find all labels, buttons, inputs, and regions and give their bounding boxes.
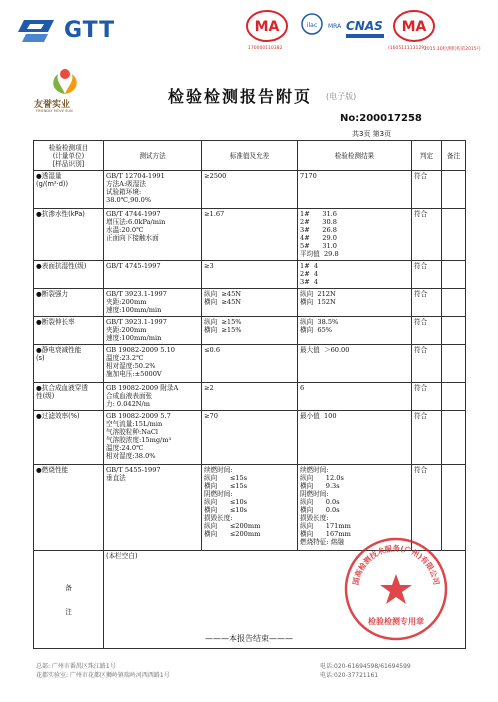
row-standard: 纵向 ≥15% 横向 ≥15% — [202, 317, 298, 345]
row-standard: ≥2 — [202, 383, 298, 411]
row-method: GB 19082-2009 附录A 合成血液表面张 力: 0.042N/m — [104, 383, 202, 411]
row-item: ●断裂伸长率 — [34, 317, 104, 345]
row-verdict: 符合 — [412, 317, 442, 345]
row-method: GB/T 4744-1997 增压法:6.0kPa/min 水温:20.0℃ 正面向下接触水面 — [104, 209, 202, 261]
row-standard: ≥70 — [202, 411, 298, 465]
table-row — [34, 261, 466, 289]
row-note — [442, 261, 466, 289]
row-item: ●透湿量 (g/(m²·d)) — [34, 171, 104, 209]
row-method: GB/T 3923.1-1997 夹距:200mm 速度:100mm/min — [104, 317, 202, 345]
table-row — [34, 383, 466, 411]
footer-fax: 电话:020-37721161 — [320, 672, 379, 679]
row-result: 6 — [298, 383, 412, 411]
table-row — [34, 317, 466, 345]
row-note — [442, 209, 466, 261]
row-verdict: 符合 — [412, 411, 442, 465]
row-note — [442, 171, 466, 209]
ilac-cnas-mark-icon — [300, 8, 388, 44]
footer-right — [320, 662, 411, 680]
row-verdict: 符合 — [412, 171, 442, 209]
page-subtitle: (电子版) — [326, 92, 357, 101]
report-header — [0, 0, 498, 58]
page-title: 检验检测报告附页 — [168, 87, 313, 106]
row-item: ●抗合成血液穿透 性(级) — [34, 383, 104, 411]
header-standard: 标准值及允差 — [202, 141, 298, 171]
footer-hq: 总部: 广州市番禺区珠江路1号 — [36, 663, 116, 670]
company-logo-text: GTT — [64, 18, 116, 43]
footer-left — [36, 662, 170, 680]
brand-logo-icon — [44, 66, 86, 96]
header-note: 备注 — [442, 141, 466, 171]
header-verdict: 判定 — [412, 141, 442, 171]
brand-en: FRIENDLY MOVE SUN — [36, 109, 73, 113]
row-note — [442, 289, 466, 317]
svg-text:MRA: MRA — [328, 23, 342, 30]
gtt-logo-icon — [18, 18, 56, 44]
row-method: GB/T 4745-1997 — [104, 261, 202, 289]
row-method: GB 19082-2009 5.7 空气流量:15L/min 气溶胶粒种:NaCl 气溶胶浓度:15mg/m³ 温度:24.0℃ 相对湿度:38.0% — [104, 411, 202, 465]
svg-text:国高检测技术服务(广州)有限公司: 国高检测技术服务(广州)有限公司 — [351, 543, 441, 586]
row-standard: ≥1.67 — [202, 209, 298, 261]
header-result: 检验检测结果 — [298, 141, 412, 171]
row-method: GB/T 3923.1-1997 夹距:200mm 速度:100mm/min — [104, 289, 202, 317]
brand-name: 友誉实业 — [34, 100, 71, 110]
remark-label: 备 注 — [34, 551, 104, 649]
cert-number-1: 170000110382 — [248, 46, 283, 51]
row-standard: 纵向 ≥45N 横向 ≥45N — [202, 289, 298, 317]
row-result: 1# 4 2# 4 3# 4 — [298, 261, 412, 289]
row-note — [442, 317, 466, 345]
row-item: ●抗渗水性(kPa) — [34, 209, 104, 261]
row-verdict: 符合 — [412, 261, 442, 289]
row-verdict: 符合 — [412, 345, 442, 383]
row-note — [442, 345, 466, 383]
row-result: 1# 31.6 2# 30.8 3# 26.8 4# 29.0 5# 31.0 平均值 29.8 — [298, 209, 412, 261]
row-item: ●过滤效率(%) — [34, 411, 104, 465]
row-note — [442, 411, 466, 465]
row-standard: ≤0.6 — [202, 345, 298, 383]
report-end: ———本报告结束——— — [205, 634, 293, 643]
row-method: GB/T 5455-1997 垂直法 — [104, 465, 202, 551]
table-row — [34, 289, 466, 317]
cma-mark-icon-2 — [392, 8, 436, 44]
row-result: 纵向 212N 横向 152N — [298, 289, 412, 317]
row-standard: ≥3 — [202, 261, 298, 289]
remark-text: (本栏空白) — [104, 551, 466, 649]
row-item: ●断裂强力 — [34, 289, 104, 317]
table-row — [34, 209, 466, 261]
svg-text:MA: MA — [254, 19, 280, 35]
row-result: 7170 — [298, 171, 412, 209]
cma-mark-icon — [245, 8, 289, 44]
row-verdict: 符合 — [412, 465, 442, 551]
row-verdict: 符合 — [412, 289, 442, 317]
footer-lab: 花都实验室: 广州市花都区狮岭镇瑞岭河西西路1号 — [36, 672, 170, 679]
row-verdict: 符合 — [412, 209, 442, 261]
table-row — [34, 171, 466, 209]
header-method: 测试方法 — [104, 141, 202, 171]
header-item: 检验检测项目 (计量单位) [样品识别] — [34, 141, 104, 171]
row-verdict: 符合 — [412, 383, 442, 411]
table-row — [34, 411, 466, 465]
row-method: GB 19082-2009 5.10 温度:23.2℃ 相对湿度:50.2% 施加电压:±5000V — [104, 345, 202, 383]
cert-number-3: 2015.10检测机构第2015号 — [424, 47, 482, 52]
svg-text:MA: MA — [401, 19, 427, 35]
footer-tel: 电话:020-61694598/61694599 — [320, 663, 411, 670]
page-info: 共3页 第3页 — [352, 130, 392, 138]
row-result: 续燃时间: 纵向 12.0s 横向 9.3s 阴燃时间: 纵向 0.0s 横向 0.0s 损毁长度: 纵向 171mm 横向 167mm 燃烧特征: 熔融 — [298, 465, 412, 551]
report-number: No:200017258 — [340, 113, 422, 124]
cert-number-2: (160511113129) — [388, 46, 426, 51]
row-method: GB/T 12704-1991 方法A:吸湿法 试验箱环境: 38.0℃,90.0% — [104, 171, 202, 209]
official-seal-icon — [343, 536, 449, 642]
row-result: 最大值 ＞60.00 — [298, 345, 412, 383]
table-row — [34, 345, 466, 383]
svg-text:CNAS: CNAS — [346, 19, 383, 33]
row-note — [442, 383, 466, 411]
row-standard: ≥2500 — [202, 171, 298, 209]
row-item: ●表面抗湿性(级) — [34, 261, 104, 289]
row-result: 最小值 100 — [298, 411, 412, 465]
row-standard: 续燃时间: 纵向 ≤15s 横向 ≤15s 阴燃时间: 纵向 ≤10s 横向 ≤10s 损毁长度: 纵向 ≤200mm 横向 ≤200mm — [202, 465, 298, 551]
row-item: ●静电衰减性能 (s) — [34, 345, 104, 383]
svg-text:检验检测专用章: 检验检测专用章 — [368, 617, 424, 626]
row-result: 纵向 38.5% 横向 65% — [298, 317, 412, 345]
svg-text:ilac: ilac — [306, 22, 318, 29]
row-item: ●燃烧性能 — [34, 465, 104, 551]
